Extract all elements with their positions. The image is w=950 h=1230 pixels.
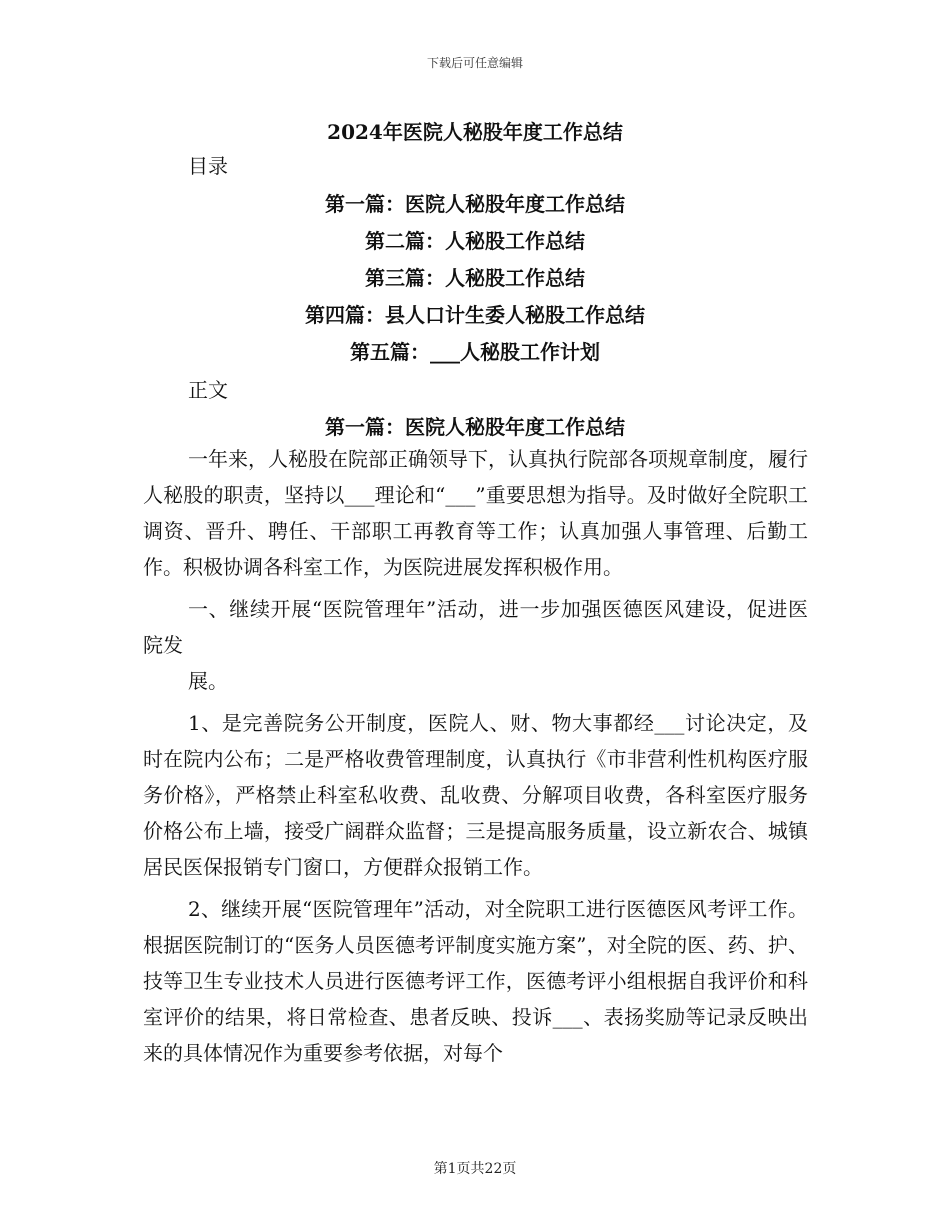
paragraph-2-continued: 展。 <box>188 669 228 693</box>
toc-item-5: 第五篇：___人秘股工作计划 <box>350 340 600 364</box>
section-heading: 第一篇：医院人秘股年度工作总结 <box>325 415 625 439</box>
toc-item-2: 第二篇：人秘股工作总结 <box>365 229 585 253</box>
paragraph-2: 一、继续开展“医院管理年”活动，进一步加强医德医风建设，促进医院发 <box>143 597 808 657</box>
toc-item-3: 第三篇：人秘股工作总结 <box>365 266 585 290</box>
toc-item-1: 第一篇：医院人秘股年度工作总结 <box>325 192 625 216</box>
toc-label: 目录 <box>188 154 228 178</box>
toc-item-4: 第四篇：县人口计生委人秘股工作总结 <box>305 303 645 327</box>
document-title: 2024年医院人秘股年度工作总结 <box>327 120 623 144</box>
page-footer: 第1页共22页 <box>433 1161 517 1177</box>
body-label: 正文 <box>188 378 228 402</box>
paragraph-3: 1、是完善院务公开制度，医院人、财、物大事都经___讨论决定，及时在院内公布；二是严格收费管理制度，认真执行《市非营利性机构医疗服务价格》，严格禁止科室私收费、乱收费、分解项目收费，各科室医疗服务价格公布上墙，接受广阔群众监督；三是提高服务质量，设立新农合、城镇居民医保报销专门窗口，方便群众报销工作。 <box>143 711 808 879</box>
paragraph-4: 2、继续开展“医院管理年”活动，对全院职工进行医德医风考评工作。根据医院制订的“医务人员医德考评制度实施方案”，对全院的医、药、护、技等卫生专业技术人员进行医德考评工作，医德考评小组根据自我评价和科室评价的结果，将日常检查、患者反映、投诉___、表扬奖励等记录反映出来的具体情况作为重要参考依据，对每个 <box>143 897 808 1065</box>
paragraph-1: 一年来，人秘股在院部正确领导下，认真执行院部各项规章制度，履行人秘股的职责，坚持以___理论和“___”重要思想为指导。及时做好全院职工调资、晋升、聘任、干部职工再教育等工作；认真加强人事管理、后勤工作。积极协调各科室工作，为医院进展发挥积极作用。 <box>143 447 808 579</box>
body-text <box>143 441 808 1077</box>
page-header-note: 下载后可任意编辑 <box>426 56 523 70</box>
